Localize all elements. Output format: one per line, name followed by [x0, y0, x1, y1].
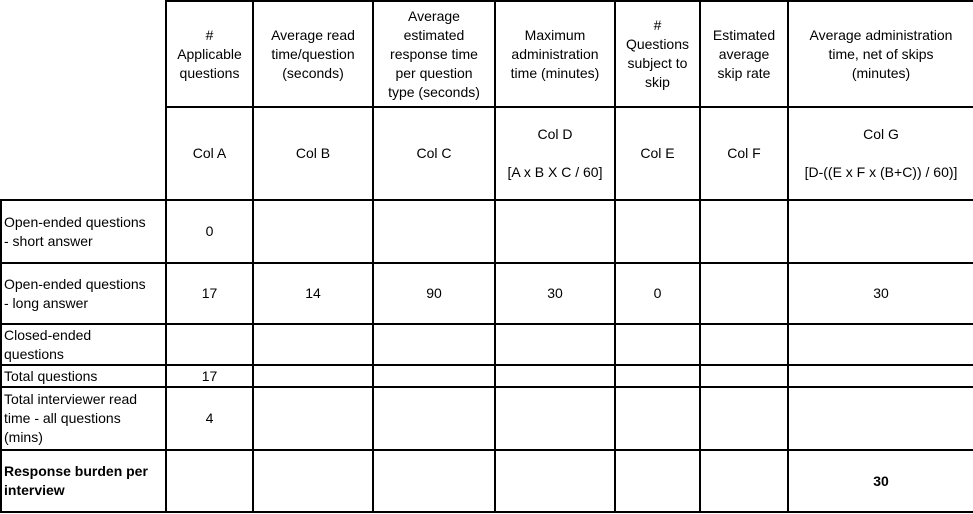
column-label: Col A: [166, 107, 253, 200]
column-header: Average estimated response time per question type (seconds): [373, 1, 495, 107]
column-label: Col D [A x B X C / 60]: [495, 107, 615, 200]
table-row: [1, 387, 973, 450]
table-cell: 30: [495, 263, 615, 324]
table-cell: [373, 365, 495, 387]
table-cell: [495, 365, 615, 387]
table-cell: [700, 365, 788, 387]
row-label: Total questions: [1, 365, 166, 387]
row-label: Response burden per interview: [1, 450, 166, 512]
table-cell: [788, 387, 973, 450]
column-label: Col C: [373, 107, 495, 200]
column-header: Average read time/question (seconds): [253, 1, 373, 107]
column-formula: [D-((E x F x (B+C)) / 60)]: [804, 164, 958, 180]
table-cell: [373, 450, 495, 512]
table-cell: 4: [166, 387, 253, 450]
empty-corner-cell: [1, 107, 166, 200]
table-cell: [373, 200, 495, 263]
table-cell: [788, 324, 973, 365]
table-cell: [615, 387, 700, 450]
row-label: Open-ended questions - short answer: [1, 200, 166, 263]
column-header: # Applicable questions: [166, 1, 253, 107]
header-row: [1, 1, 973, 107]
table-row: [1, 263, 973, 324]
table-cell: 0: [166, 200, 253, 263]
table-cell: [166, 324, 253, 365]
table-cell: [373, 324, 495, 365]
table-cell: 30: [788, 263, 973, 324]
table-row: [1, 324, 973, 365]
table-cell: [253, 200, 373, 263]
table-cell: [495, 387, 615, 450]
table-cell: [700, 324, 788, 365]
table-cell: [700, 200, 788, 263]
table-cell: 30: [788, 450, 973, 512]
row-label: Closed-ended questions: [1, 324, 166, 365]
column-label-row: [1, 107, 973, 200]
table-cell: [700, 450, 788, 512]
column-header: Average administration time, net of skips (minutes): [788, 1, 973, 107]
table-cell: [788, 365, 973, 387]
table-cell: [700, 263, 788, 324]
table-cell: 17: [166, 365, 253, 387]
table-cell: [373, 387, 495, 450]
table-cell: 0: [615, 263, 700, 324]
table-row: [1, 200, 973, 263]
table-cell: [615, 365, 700, 387]
column-label: Col G [D-((E x F x (B+C)) / 60)]: [788, 107, 973, 200]
column-label: Col B: [253, 107, 373, 200]
table-cell: [166, 450, 253, 512]
empty-corner-cell: [1, 1, 166, 107]
table-cell: [253, 324, 373, 365]
table-cell: [615, 450, 700, 512]
table-cell: 17: [166, 263, 253, 324]
table-row: [1, 365, 973, 387]
table-cell: [495, 450, 615, 512]
table-cell: [615, 200, 700, 263]
table-cell: [495, 324, 615, 365]
column-label: Col E: [615, 107, 700, 200]
column-label: Col F: [700, 107, 788, 200]
column-formula: [A x B X C / 60]: [507, 164, 603, 180]
column-header: Estimated average skip rate: [700, 1, 788, 107]
column-header: # Questions subject to skip: [615, 1, 700, 107]
column-header: Maximum administration time (minutes): [495, 1, 615, 107]
table-body: [1, 1, 973, 512]
table-cell: 90: [373, 263, 495, 324]
table-cell: [253, 365, 373, 387]
table-cell: [253, 450, 373, 512]
table-cell: [495, 200, 615, 263]
table-cell: [253, 387, 373, 450]
table-cell: [615, 324, 700, 365]
row-label: Total interviewer read time - all questions (mins): [1, 387, 166, 450]
row-label: Open-ended questions - long answer: [1, 263, 166, 324]
total-row: [1, 450, 973, 512]
table-cell: [788, 200, 973, 263]
table-cell: 14: [253, 263, 373, 324]
table-cell: [700, 387, 788, 450]
